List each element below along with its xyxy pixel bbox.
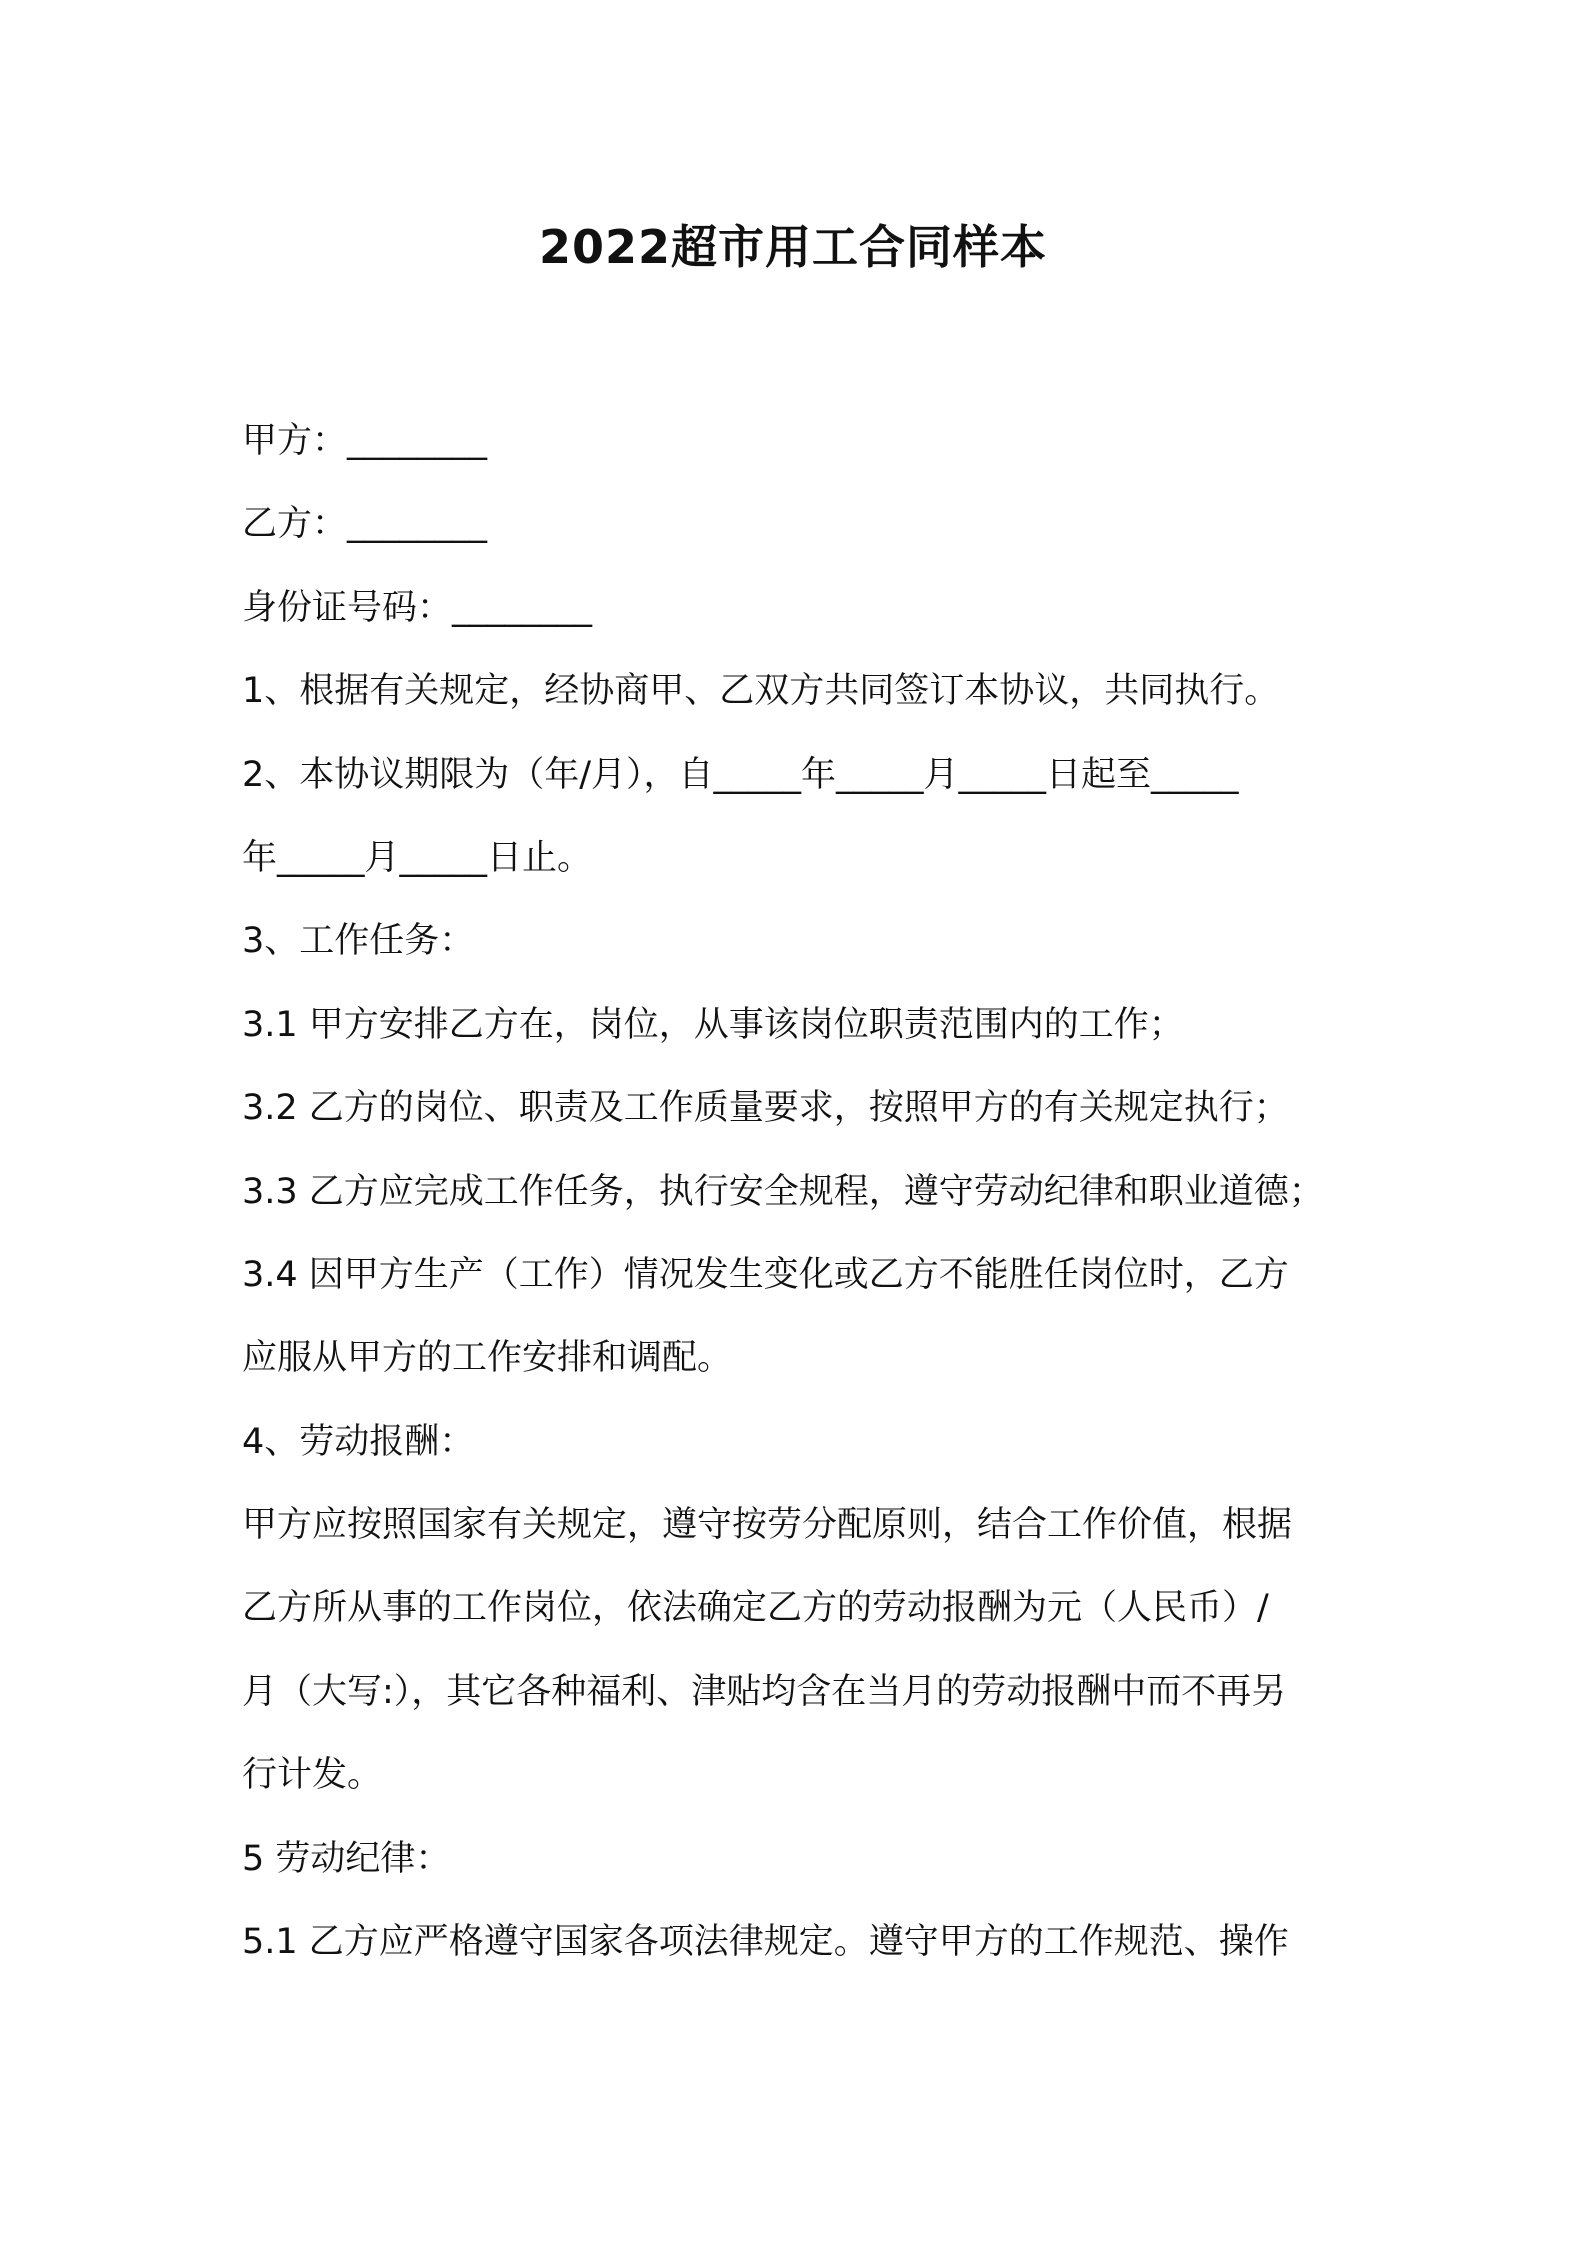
document-title: 2022超市用工合同样本 [538,220,1048,274]
id-number-line: 身份证号码：________ [242,587,593,628]
clause-3-2: 3.2 乙方的岗位、职责及工作质量要求，按照甲方的有关规定执行； [242,1088,1289,1129]
clause-5-1: 5.1 乙方应严格遵守国家各项法律规定。遵守甲方的工作规范、操作 [242,1922,1289,1963]
party-b-line: 乙方：________ [242,504,488,545]
clause-4-heading: 4、劳动报酬： [242,1421,475,1462]
clause-4-text-line-3: 月（大写:），其它各种福利、津贴均含在当月的劳动报酬中而不再另 [242,1671,1287,1712]
document-body [242,400,1362,1984]
clause-4-text-line-4: 行计发。 [242,1755,383,1796]
clause-3-4-line-1: 3.4 因甲方生产（工作）情况发生变化或乙方不能胜任岗位时，乙方 [242,1254,1289,1295]
clause-4-text-line-1: 甲方应按照国家有关规定，遵守按劳分配原则，结合工作价值，根据 [242,1505,1293,1546]
clause-3-heading: 3、工作任务： [242,921,475,962]
clause-5-heading: 5 劳动纪律： [242,1838,451,1879]
party-a-line: 甲方：________ [242,421,488,461]
clause-3-4-line-2: 应服从甲方的工作安排和调配。 [242,1338,733,1379]
clause-4-text-line-2: 乙方所从事的工作岗位，依法确定乙方的劳动报酬为元（人民币）/ [242,1588,1269,1629]
clause-1: 1、根据有关规定，经协商甲、乙双方共同签订本协议，共同执行。 [242,671,1280,712]
clause-3-1: 3.1 甲方安排乙方在，岗位，从事该岗位职责范围内的工作； [242,1004,1184,1045]
clause-3-3: 3.3 乙方应完成工作任务，执行安全规程，遵守劳动纪律和职业道德； [242,1171,1324,1212]
clause-2-line-2: 年_____月_____日止。 [242,837,593,878]
clause-2-line-1: 2、本协议期限为（年/月），自_____年_____月_____日起至_____ [242,754,1239,795]
